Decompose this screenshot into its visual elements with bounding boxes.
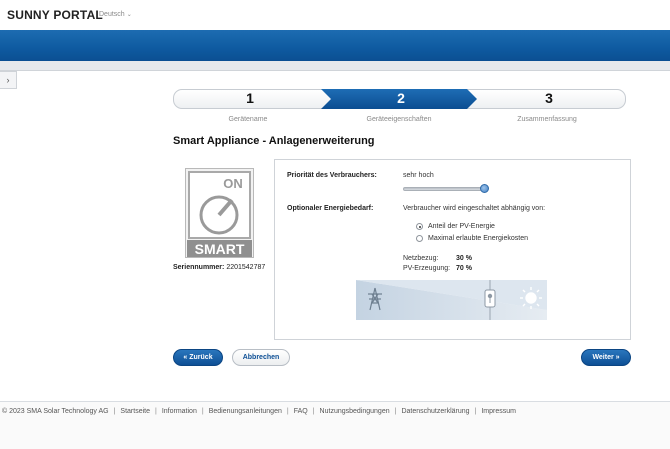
- page-title: Smart Appliance - Anlagenerweiterung: [173, 135, 375, 147]
- pv-value: 70 %: [456, 265, 472, 272]
- sidebar-toggle[interactable]: [0, 71, 17, 89]
- serial-number: [173, 264, 265, 271]
- radio-max-cost-label[interactable]: Maximal erlaubte Energiekosten: [428, 235, 528, 242]
- footer-link-information[interactable]: Information: [161, 408, 197, 415]
- footer-copyright: © 2023 SMA Solar Technology AG: [2, 408, 109, 415]
- grid-value: 30 %: [456, 255, 472, 262]
- footer-link-terms[interactable]: Nutzungsbedingungen: [319, 408, 390, 415]
- step-3-label: Zusammenfassung: [517, 116, 577, 123]
- step-1-number: 1: [246, 90, 254, 106]
- footer: © 2023 SMA Solar Technology AG | Startseite | Information | Bedienungsanleitungen | FAQ | Nutzungsbedingungen | Datenschutzerklärung | Impressum: [2, 408, 516, 415]
- step-3-number: 3: [545, 90, 553, 106]
- pv-label: PV-Erzeugung:: [403, 265, 451, 272]
- priority-slider[interactable]: [403, 187, 485, 191]
- device-on-text: ON: [223, 176, 243, 191]
- footer-divider: [0, 401, 670, 402]
- chevron-down-icon: ⌄: [126, 12, 132, 18]
- energy-mix-slider[interactable]: [356, 280, 547, 320]
- radio-pv-share-label[interactable]: Anteil der PV-Energie: [428, 223, 495, 230]
- footer-link-faq[interactable]: FAQ: [293, 408, 308, 415]
- cancel-button[interactable]: Abbrechen: [232, 349, 290, 366]
- priority-label: Priorität des Verbrauchers:: [287, 172, 377, 179]
- priority-value: sehr hoch: [403, 172, 434, 179]
- top-bar: [0, 0, 670, 30]
- serial-value: 2201542787: [226, 264, 266, 271]
- smart-appliance-image: [185, 168, 254, 258]
- radio-max-cost[interactable]: [416, 235, 423, 242]
- device-smart-text: SMART: [194, 241, 245, 257]
- language-selector[interactable]: [99, 11, 132, 18]
- radio-pv-share[interactable]: [416, 223, 423, 230]
- priority-slider-handle[interactable]: [480, 184, 489, 193]
- sub-bar: [0, 61, 670, 70]
- sunny-portal-logo[interactable]: SUNNY PORTAL: [7, 8, 103, 22]
- divider: [0, 70, 670, 71]
- footer-link-privacy[interactable]: Datenschutzerklärung: [401, 408, 470, 415]
- chevron-right-icon: ›: [6, 75, 10, 85]
- wizard-stepper: [173, 89, 626, 109]
- header-banner: [0, 30, 670, 61]
- settings-panel: [274, 159, 631, 340]
- step-1-label: Gerätename: [228, 116, 268, 123]
- footer-link-manuals[interactable]: Bedienungsanleitungen: [208, 408, 282, 415]
- next-button[interactable]: Weiter »: [581, 349, 631, 366]
- step-2-label: Geräteeigenschaften: [366, 116, 432, 123]
- footer-link-imprint[interactable]: Impressum: [481, 408, 516, 415]
- footer-link-startseite[interactable]: Startseite: [120, 408, 150, 415]
- serial-label: Seriennummer:: [173, 264, 225, 271]
- language-label: Deutsch: [99, 11, 125, 18]
- energy-label: Optionaler Energiebedarf:: [287, 205, 374, 212]
- energy-description: Verbraucher wird eingeschaltet abhängig von:: [403, 205, 546, 212]
- grid-label: Netzbezug:: [403, 255, 439, 262]
- back-button[interactable]: « Zurück: [173, 349, 223, 366]
- step-2-number: 2: [397, 90, 405, 106]
